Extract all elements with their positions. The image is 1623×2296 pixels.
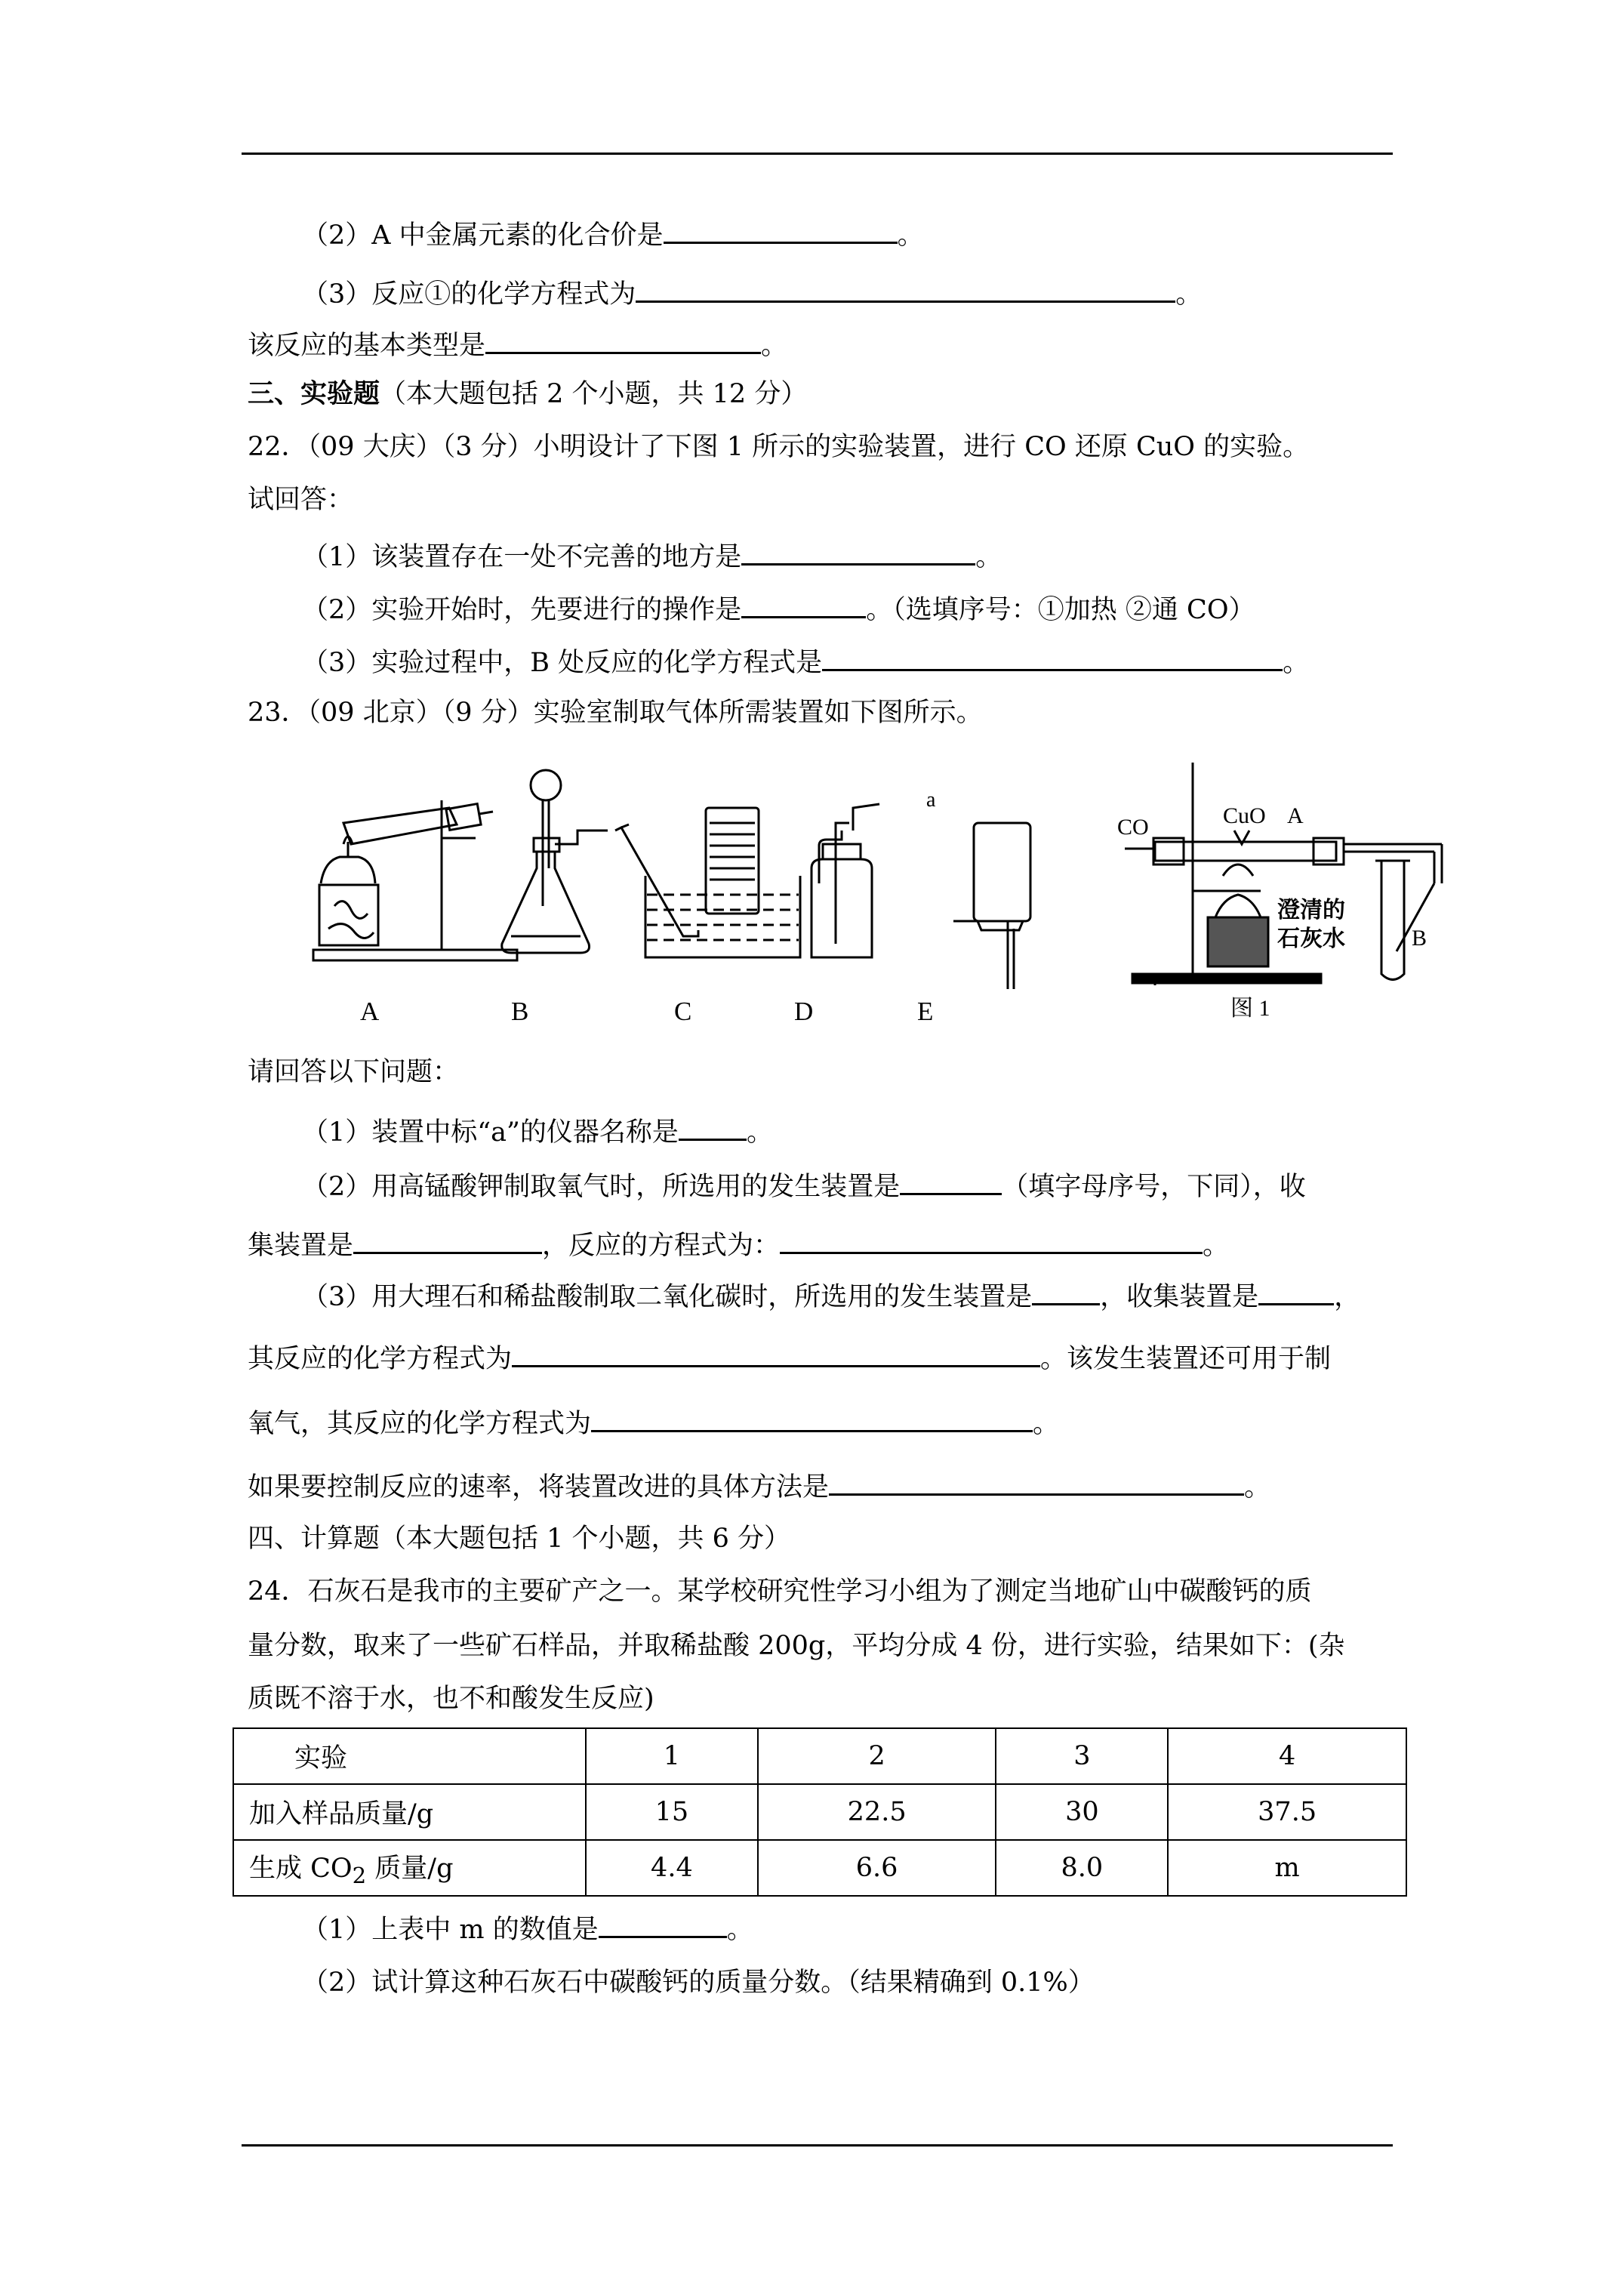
table-cell: 2 xyxy=(758,1728,996,1784)
apparatus-label-e: E xyxy=(917,997,934,1026)
fig1-limewater-line1: 澄清的 xyxy=(1277,898,1345,923)
answer-blank[interactable] xyxy=(741,590,866,618)
table-cell: 37.5 xyxy=(1168,1784,1406,1840)
apparatus-b xyxy=(502,770,608,953)
q21-part2: （2）A 中金属元素的化合价是 。 xyxy=(302,216,924,252)
table-cell: 8.0 xyxy=(996,1840,1168,1896)
q22-part3: （3）实验过程中，B 处反应的化学方程式是 。 xyxy=(302,643,1309,680)
answer-blank[interactable] xyxy=(591,1404,1033,1432)
apparatus-e xyxy=(953,823,1030,989)
apparatus-label-d: D xyxy=(794,997,814,1026)
apparatus-label-a: A xyxy=(360,997,380,1026)
table-cell: 3 xyxy=(996,1728,1168,1784)
fig1-limewater-line2: 石灰水 xyxy=(1277,926,1345,951)
q24-line2: 量分数，取来了一些矿石样品，并取稀盐酸 200g，平均分成 4 份，进行实验，结果如下：(杂 xyxy=(248,1631,1345,1661)
q24-part1: （1）上表中 m 的数值是 。 xyxy=(302,1910,753,1946)
q21-reaction-type: 该反应的基本类型是 。 xyxy=(248,326,787,362)
table-cell: 15 xyxy=(586,1784,758,1840)
table-cell: 加入样品质量/g xyxy=(233,1784,586,1840)
label-a: a xyxy=(926,788,936,812)
fig1-co-label: CO xyxy=(1117,815,1149,840)
table-cell: 30 xyxy=(996,1784,1168,1840)
answer-blank[interactable] xyxy=(780,1226,1203,1254)
answer-blank[interactable] xyxy=(900,1167,1002,1195)
q23-ask: 请回答以下问题： xyxy=(248,1057,460,1087)
answer-blank[interactable] xyxy=(822,643,1283,671)
fig1-a-label: A xyxy=(1287,803,1304,828)
bottom-rule xyxy=(242,2144,1393,2147)
q22-ask: 试回答： xyxy=(248,485,354,515)
answer-blank[interactable] xyxy=(512,1339,1040,1367)
q23-part1: （1）装置中标“a”的仪器名称是 。 xyxy=(302,1113,773,1149)
apparatus-label-b: B xyxy=(511,997,529,1026)
answer-blank[interactable] xyxy=(1258,1277,1334,1305)
q23-part3-cont: 其反应的化学方程式为 。该发生装置还可用于制 xyxy=(248,1339,1331,1376)
answer-blank[interactable] xyxy=(829,1468,1244,1496)
q24-part2: （2）试计算这种石灰石中碳酸钙的质量分数。（结果精确到 0.1%） xyxy=(302,1968,1095,1998)
answer-blank[interactable] xyxy=(679,1113,747,1141)
q23-part3-cont2: 氧气，其反应的化学方程式为 。 xyxy=(248,1404,1059,1441)
apparatus-c xyxy=(615,808,800,957)
table-row xyxy=(233,1728,1406,1784)
top-rule xyxy=(242,153,1393,155)
answer-blank[interactable] xyxy=(664,216,898,244)
apparatus-a xyxy=(313,800,517,960)
section-3-heading: 三、实验题（本大题包括 2 个小题，共 12 分） xyxy=(248,378,808,409)
q23-part4: 如果要控制反应的速率，将装置改进的具体方法是 。 xyxy=(248,1468,1270,1504)
table-cell: 4 xyxy=(1168,1728,1406,1784)
table-cell: 22.5 xyxy=(758,1784,996,1840)
figure-1-co-reduction xyxy=(1110,755,1464,1027)
fig1-cuo-label: CuO xyxy=(1223,803,1266,828)
table-cell: 实验 xyxy=(233,1728,586,1784)
q21-part3: （3）反应①的化学方程式为 。 xyxy=(302,275,1202,311)
table-cell: m xyxy=(1168,1840,1406,1896)
q24-line3: 质既不溶于水，也不和酸发生反应) xyxy=(248,1684,654,1714)
table-cell: 1 xyxy=(586,1728,758,1784)
fig1-caption: 图 1 xyxy=(1230,996,1270,1021)
results-table xyxy=(233,1727,1407,1897)
q22-intro: 22．（09 大庆）（3 分）小明设计了下图 1 所示的实验装置，进行 CO 还原 CuO 的实验。 xyxy=(248,432,1310,462)
answer-blank[interactable] xyxy=(1032,1277,1100,1305)
table-row xyxy=(233,1784,1406,1840)
answer-blank[interactable] xyxy=(599,1910,727,1938)
fig1-b-label: B xyxy=(1412,926,1427,951)
apparatus-label-c: C xyxy=(674,997,692,1026)
q23-intro: 23．（09 北京）（9 分）实验室制取气体所需装置如下图所示。 xyxy=(248,698,983,728)
q23-part3: （3）用大理石和稀盐酸制取二氧化碳时，所选用的发生装置是 ，收集装置是 ， xyxy=(302,1277,1360,1314)
q23-part2-cont: 集装置是 ，反应的方程式为： 。 xyxy=(248,1226,1229,1262)
answer-blank[interactable] xyxy=(353,1226,542,1254)
answer-blank[interactable] xyxy=(485,326,761,354)
answer-blank[interactable] xyxy=(741,538,975,566)
section-4-heading: 四、计算题（本大题包括 1 个小题，共 6 分） xyxy=(248,1524,791,1554)
q22-part1: （1）该装置存在一处不完善的地方是 。 xyxy=(302,538,1002,574)
table-cell: 生成 $CO_2$ 质量/g xyxy=(233,1840,586,1896)
table-row xyxy=(233,1840,1406,1896)
q22-part2: （2）实验开始时，先要进行的操作是 。（选填序号：①加热 ②通 CO） xyxy=(302,590,1255,627)
q24-line1: 24．石灰石是我市的主要矿产之一。某学校研究性学习小组为了测定当地矿山中碳酸钙的质 xyxy=(248,1576,1312,1607)
table-cell: 6.6 xyxy=(758,1840,996,1896)
q23-part2: （2）用高锰酸钾制取氧气时，所选用的发生装置是 （填字母序号，下同），收 xyxy=(302,1167,1306,1203)
apparatus-d xyxy=(812,804,879,957)
apparatus-figure xyxy=(298,755,1068,1004)
table-cell: 4.4 xyxy=(586,1840,758,1896)
answer-blank[interactable] xyxy=(636,275,1175,303)
